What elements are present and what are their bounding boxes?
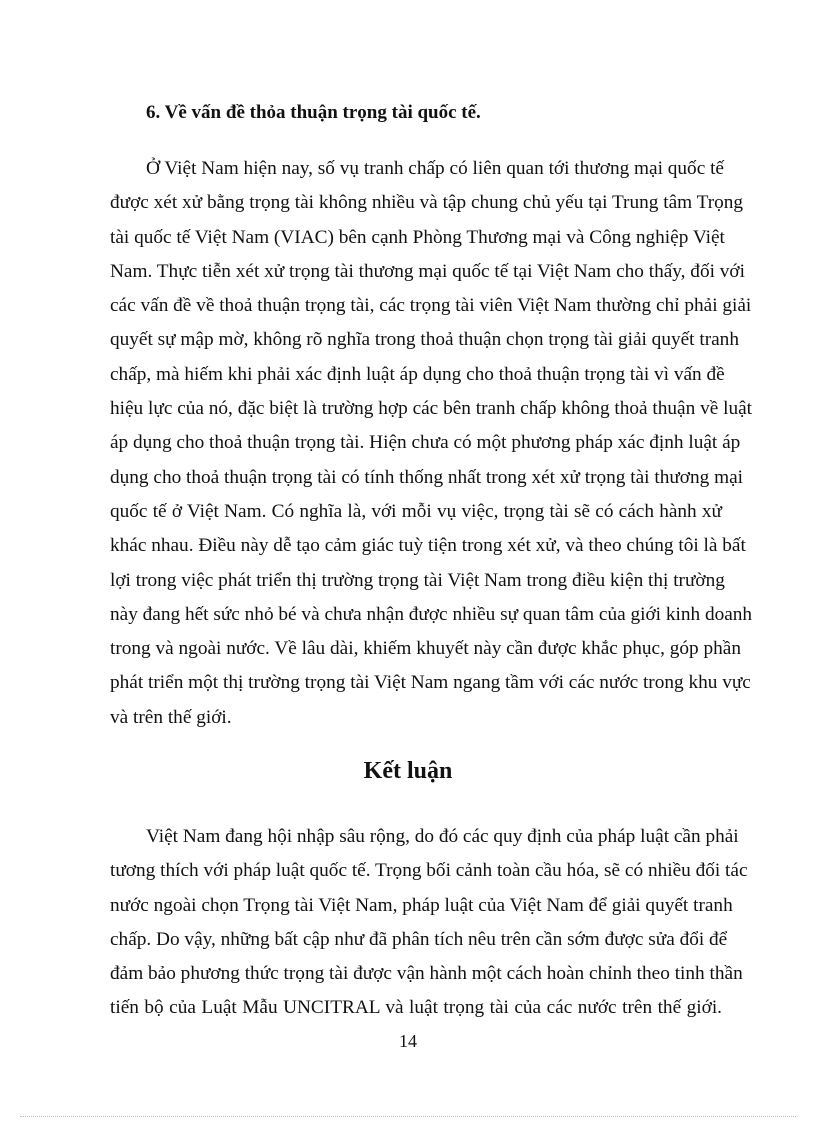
paragraph-line: tương thích với pháp luật quốc tế. Trọng bối cảnh toàn cầu hóa, sẽ có nhiều đối tác [110, 860, 748, 882]
paragraph-line: Nam. Thực tiễn xét xử trọng tài thương mại quốc tế tại Việt Nam cho thấy, đối với [110, 260, 745, 282]
body-paragraph-1 [110, 152, 753, 735]
paragraph-line: và trên thế giới. [110, 706, 232, 728]
paragraph-line: này đang hết sức nhỏ bé và chưa nhận được nhiều sự quan tâm của giới kinh doanh [110, 603, 753, 625]
paragraph-line: quyết sự mập mờ, không rõ nghĩa trong thoả thuận chọn trọng tài giải quyết tranh [110, 329, 739, 351]
paragraph-line: phát triển một thị trường trọng tài Việt Nam ngang tầm với các nước trong khu vực [110, 672, 751, 694]
page-number: 14 [399, 1031, 417, 1051]
section-heading: 6. Về vấn đề thỏa thuận trọng tài quốc tế. [146, 102, 481, 123]
paragraph-line: quốc tế ở Việt Nam. Có nghĩa là, với mỗi vụ việc, trọng tài sẽ có cách hành xử [110, 500, 722, 522]
paragraph-line: được xét xử bằng trọng tài không nhiều và tập chung chủ yếu tại Trung tâm Trọng [110, 192, 744, 214]
paragraph-line: Việt Nam đang hội nhập sâu rộng, do đó các quy định của pháp luật cần phải [146, 826, 739, 847]
paragraph-line: áp dụng cho thoả thuận trọng tài. Hiện chưa có một phương pháp xác định luật áp [110, 432, 741, 454]
page-bottom-divider [20, 1116, 796, 1117]
paragraph-line: chấp, mà hiếm khi phải xác định luật áp dụng cho thoả thuận trọng tài vì vấn đề [110, 363, 725, 385]
paragraph-line: Ở Việt Nam hiện nay, số vụ tranh chấp có liên quan tới thương mại quốc tế [146, 158, 724, 179]
paragraph-line: khác nhau. Điều này dễ tạo cảm giác tuỳ tiện trong xét xử, và theo chúng tôi là bất [110, 535, 746, 557]
paragraph-line: chấp. Do vậy, những bất cập như đã phân tích nêu trên cần sớm được sửa đổi để [110, 928, 728, 950]
paragraph-line: tiến bộ của Luật Mẫu UNCITRAL và luật trọng tài của các nước trên thế giới. [110, 997, 722, 1019]
paragraph-line: lợi trong việc phát triển thị trường trọng tài Việt Nam trong điều kiện thị trường [110, 569, 725, 591]
conclusion-title: Kết luận [363, 758, 453, 784]
paragraph-line: nước ngoài chọn Trọng tài Việt Nam, pháp luật của Việt Nam để giải quyết tranh [110, 894, 733, 916]
paragraph-line: đảm bảo phương thức trọng tài được vận hành một cách hoàn chỉnh theo tinh thần [110, 963, 743, 985]
paragraph-line: hiệu lực của nó, đặc biệt là trường hợp các bên tranh chấp không thoả thuận về luật [110, 398, 753, 420]
body-paragraph-2 [110, 820, 748, 1026]
paragraph-line: tài quốc tế Việt Nam (VIAC) bên cạnh Phòng Thương mại và Công nghiệp Việt [110, 226, 725, 248]
paragraph-line: dụng cho thoả thuận trọng tài có tính thống nhất trong xét xử trọng tài thương mại [110, 466, 743, 488]
paragraph-line: các vấn đề về thoả thuận trọng tài, các trọng tài viên Việt Nam thường chỉ phải giải [110, 295, 752, 317]
paragraph-line: trong và ngoài nước. Về lâu dài, khiếm khuyết này cần được khắc phục, góp phần [110, 638, 741, 660]
